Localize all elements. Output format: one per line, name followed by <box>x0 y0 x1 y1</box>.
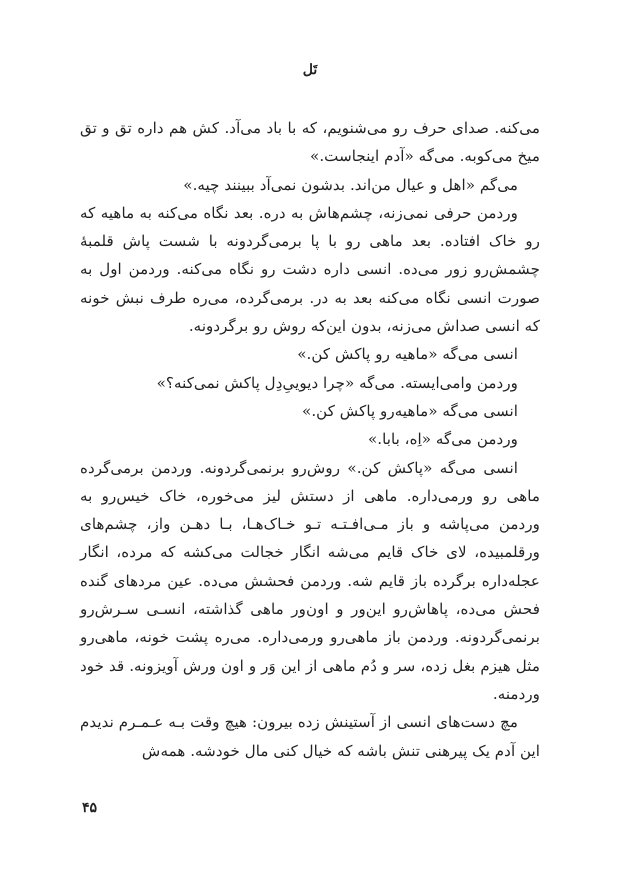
paragraph: وردمن می‌گه «اِه، بابا.» <box>368 430 518 449</box>
paragraph: انسی می‌گه «ماهیه‌رو پاکش کن.» <box>302 401 518 420</box>
paragraph: وردمن وامی‌ایسته. می‌گه «چرا دیوییِ‌دِل پاکش نمی‌کنه؟» <box>156 373 518 392</box>
paragraph: وردمن حرفی نمی‌زنه، چشم‌هاش به دره. بعد نگاه می‌کنه به ماهیه که رو خاک افتاده. بعد ماهی رو با پا برمی‌گردونه با شست پاش قلمبهٔ چشمش‌رو زور می‌ده. انسی داره دشت رو نگاه می‌کنه. وردمن اول به صورت انسی نگاه می‌کنه بعد به در. برمی‌گرده، می‌ره طرف نبش خونه که انسی صداش می‌زنه، بدون این‌که روش رو برگردونه. <box>80 203 540 336</box>
paragraph: مچ دست‌های انسی از آستینش زده بیرون: هیچ وقت بـه عـمـرم ندیدم این آدم یک پیرهنی تنش باشه که خیال کنی مال خودشه. همه‌ش <box>80 713 540 760</box>
paragraph: می‌کنه. صدای حرف رو می‌شنویم، که با باد می‌آد. کش هم داره تق و تق میخ می‌کوبه. می‌گه «آدم اینجاست.» <box>80 119 540 166</box>
paragraph: می‌گم «اهل و عیال من‌اند. بدشون نمی‌آد ببینند چیه.» <box>183 175 518 194</box>
paragraph: انسی می‌گه «پاکش کن.» روش‌رو برنمی‌گردونه. وردمن برمی‌گرده ماهی رو ورمی‌داره. ماهی از دستش لیز می‌خوره، خاک خیس‌رو به وردمن می‌پاشه و باز مـی‌افـتـه تـو خـاک‌هـا، بـا دهـن واز، چشم‌های ورقلمبیده، لای خاک قایم می‌شه انگار خجالت می‌کشه که مرده، انگار عجله‌داره برگرده باز قایم شه. وردمن فحشش می‌ده. عین مردهای گنده فحش می‌ده، پاهاش‌رو این‌ور و اون‌ور ماهی گذاشته، انسـی سـرش‌رو برنمی‌گردونه. وردمن باز ماهی‌رو ورمی‌داره. می‌ره پشت خونه، ماهی‌رو مثل هیزم بغل زده، سر و دُم ماهی از این وَر و اون ورش آویزونه. قد خود وردمنه. <box>80 458 540 703</box>
running-head: تَل <box>302 62 318 78</box>
page-number: ۴۵ <box>82 800 98 816</box>
paragraph: انسی می‌گه «ماهیه رو پاکش کن.» <box>297 345 518 364</box>
body-text <box>80 114 540 765</box>
